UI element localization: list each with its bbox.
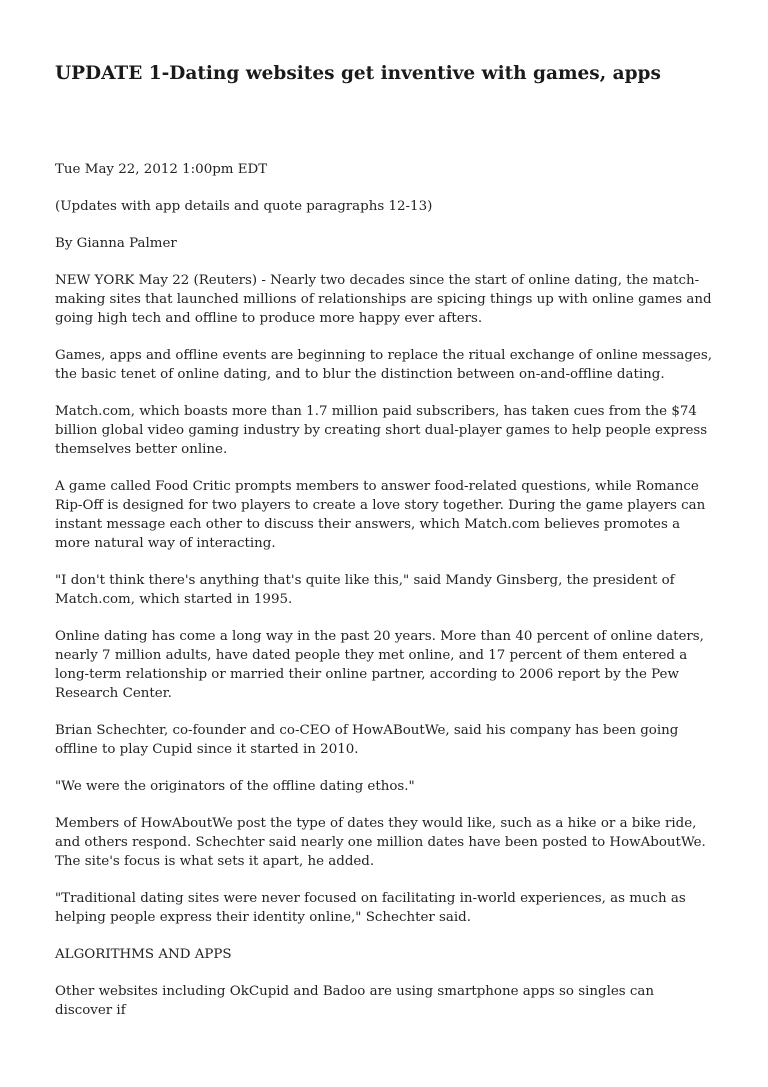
paragraph: NEW YORK May 22 (Reuters) - Nearly two decades since the start of online dating, the match-making sites that launched millions of relationships are spicing things up with online games and going high tech and offline to produce more happy ever afters. (55, 273, 712, 326)
quote-paragraph: "Traditional dating sites were never focused on facilitating in-world experiences, as much as helping people express their identity online," Schechter said. (55, 891, 686, 925)
section-heading: ALGORITHMS AND APPS (55, 947, 232, 962)
quote-paragraph: "We were the originators of the offline dating ethos." (55, 779, 415, 794)
paragraph: Members of HowAboutWe post the type of dates they would like, such as a hike or a bike ride, and others respond. Schechter said nearly one million dates have been posted to HowAboutWe. The site's focus is what sets it apart, he added. (55, 816, 706, 869)
quote-paragraph: "I don't think there's anything that's quite like this," said Mandy Ginsberg, the president of Match.com, which started in 1995. (55, 573, 675, 607)
update-note: (Updates with app details and quote paragraphs 12-13) (55, 199, 433, 214)
paragraph: Online dating has come a long way in the past 20 years. More than 40 percent of online daters, nearly 7 million adults, have dated people they met online, and 17 percent of them entered a long-term relationship or married their online partner, according to 2006 report by the Pew Research Center. (55, 629, 704, 701)
paragraph: Games, apps and offline events are beginning to replace the ritual exchange of online messages, the basic tenet of online dating, and to blur the distinction between on-and-offline dating. (55, 348, 712, 382)
byline: By Gianna Palmer (55, 236, 177, 251)
paragraph: Match.com, which boasts more than 1.7 million paid subscribers, has taken cues from the $74 billion global video gaming industry by creating short dual-player games to help people express themselves better online. (55, 404, 708, 457)
dateline: Tue May 22, 2012 1:00pm EDT (55, 162, 268, 177)
paragraph: Other websites including OkCupid and Badoo are using smartphone apps so singles can discover if (55, 984, 655, 1018)
article-body (55, 160, 715, 1038)
paragraph: Brian Schechter, co-founder and co-CEO of HowABoutWe, said his company has been going offline to play Cupid since it started in 2010. (55, 723, 679, 757)
paragraph: A game called Food Critic prompts members to answer food-related questions, while Romance Rip-Off is designed for two players to create a love story together. During the game players can instant message each other to discuss their answers, which Match.com believes promotes a more natural way of interacting. (55, 479, 706, 551)
headline: UPDATE 1-Dating websites get inventive with games, apps (55, 63, 661, 84)
